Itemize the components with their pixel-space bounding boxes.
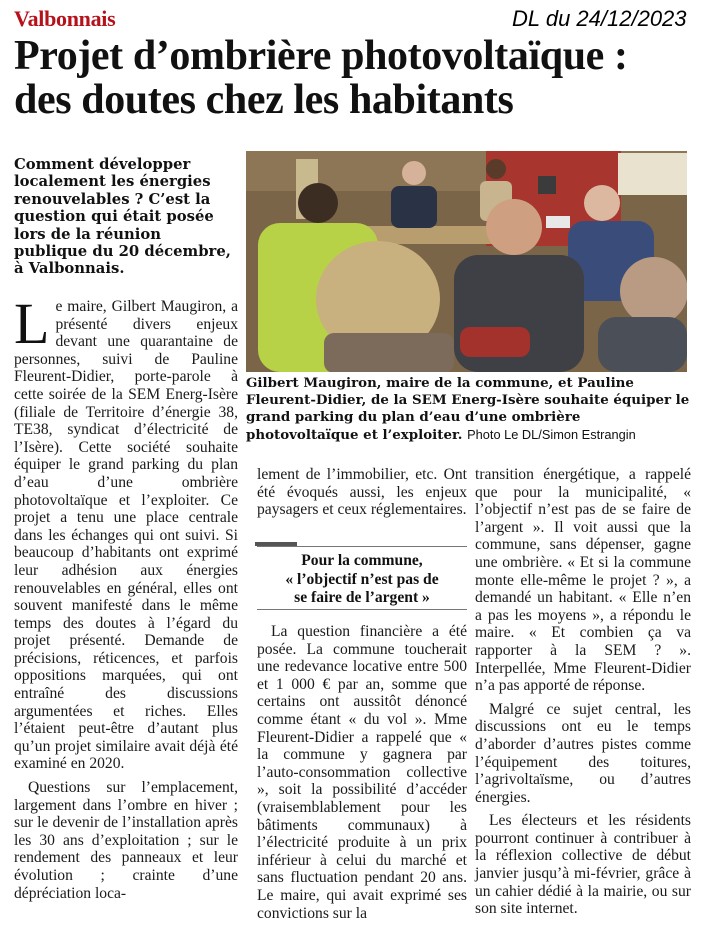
subheading-rule (255, 542, 297, 546)
subheading-line-2: « l’objectif n’est pas de (285, 570, 439, 588)
headline-line-1: Projet d’ombrière photovoltaïque : (14, 33, 628, 79)
paragraph-questions: Questions sur l’emplacement, largement dans l’ombre en hiver ; sur le devenir de l’installation après les 30 ans d’exploitation ; sur le rendement des panneaux et leur évolution ; crainte d’une dépréciation loca- (14, 779, 238, 902)
headline (14, 34, 704, 122)
article-column-3 (475, 466, 691, 924)
paragraph-intro-text: e maire, Gilbert Maugiron, a présenté divers enjeux devant une quarantaine de personnes, suivi de Pauline Fleurent-Didier, porte-parole à cette soirée de la SEM Energ-Isère (filiale de Territoire d’énergie 38, TE38, syndicat d’électricité de l’Isère). Cette société souhaite équiper le grand parking du plan d’eau d’une ombrière photovoltaïque et l’exploiter. Ce projet a tenu une place centrale dans les échanges qui ont suivi. Si beaucoup d’habitants ont exprimé leur adhésion aux énergies renouvelables en général, elles ont souvent manifesté dans le même temps des doutes à l’égard du projet présenté. Demande de précisions, réticences, et parfois oppositions marquées, qui ont entraîné des discussions argumentées et riches. Elles l’étaient peut-être d’autant plus qu’un projet similaire avait déjà été examiné en 2020. (14, 298, 238, 773)
paragraph-intro (14, 291, 238, 773)
paragraph-other-topics: Malgré ce sujet central, les discussions ont eu le temps d’aborder d’autres pistes comme l’équipement des toitures, l’agrivoltaïsme, ou d’autres énergies. (475, 700, 691, 806)
article-column-2 (257, 466, 467, 525)
article-chapo: Comment développer localement les énergies renouvelables ? C’est la question qui était posée lors de la réunion publique du 20 décembre, à Valbonnais. (14, 156, 231, 278)
subheading (257, 546, 467, 610)
photo-caption-text: Gilbert Maugiron, maire de la commune, et Pauline Fleurent-Didier, de la SEM Energ-Isère souhaite équiper le grand parking du plan d’eau d’une ombrière photovoltaïque et l’exploiter. (246, 375, 690, 443)
source-stamp: DL du 24/12/2023 (512, 6, 687, 31)
section-kicker: Valbonnais (14, 6, 116, 31)
article-column-1 (14, 291, 238, 908)
subheading-line-1: Pour la commune, (301, 552, 423, 569)
subheading-line-3: se faire de l’argent » (294, 589, 430, 607)
paragraph-continuation: lement de l’immobilier, etc. Ont été évoqués aussi, les enjeux paysagers et ceux réglementaires. (257, 466, 467, 519)
headline-line-2: des doutes chez les habitants (14, 77, 514, 123)
paragraph-transition: transition énergétique, a rappelé que pour la municipalité, « l’objectif n’est pas de se faire de l’argent ». Il voit aussi que la commune, sans dépenser, gagne une ombrière. « Et si la commune monte elle-même le projet ? », a demandé un habitant. « Elle n’en a pas les moyens », a répondu le maire. « Et combien ça va rapporter à la SEM ? ». Interpellée, Mme Fleurent-Didier n’a pas apporté de réponse. (475, 466, 691, 695)
meeting-photo (246, 151, 687, 372)
photo-credit: Photo Le DL/Simon Estrangin (467, 427, 636, 442)
article-column-2-lower (257, 623, 467, 928)
drop-cap: L (14, 291, 50, 356)
paragraph-consultation: Les électeurs et les résidents pourront continuer à contribuer à la réflexion collective de début janvier jusqu’à mi-février, grâce à un cahier dédié à la mairie, ou sur son site internet. (475, 812, 691, 918)
photo-caption (246, 375, 694, 444)
meeting-photo-illustration (246, 151, 687, 372)
paragraph-finance: La question financière a été posée. La commune toucherait une redevance locative entre 500 et 1 000 € par an, somme que certains ont aussitôt dénoncé comme étant « du vol ». Mme Fleurent-Didier a rappelé que « la commune y gagnera par l’auto-consommation collective », soit la possibilité d’accéder (vraisemblablement pour les bâtiments communaux) à l’électricité produite à un prix inférieur à celui du marché et sans fluctuation pendant 20 ans. Le maire, qui avait exprimé ses convictions sur la (257, 623, 467, 922)
